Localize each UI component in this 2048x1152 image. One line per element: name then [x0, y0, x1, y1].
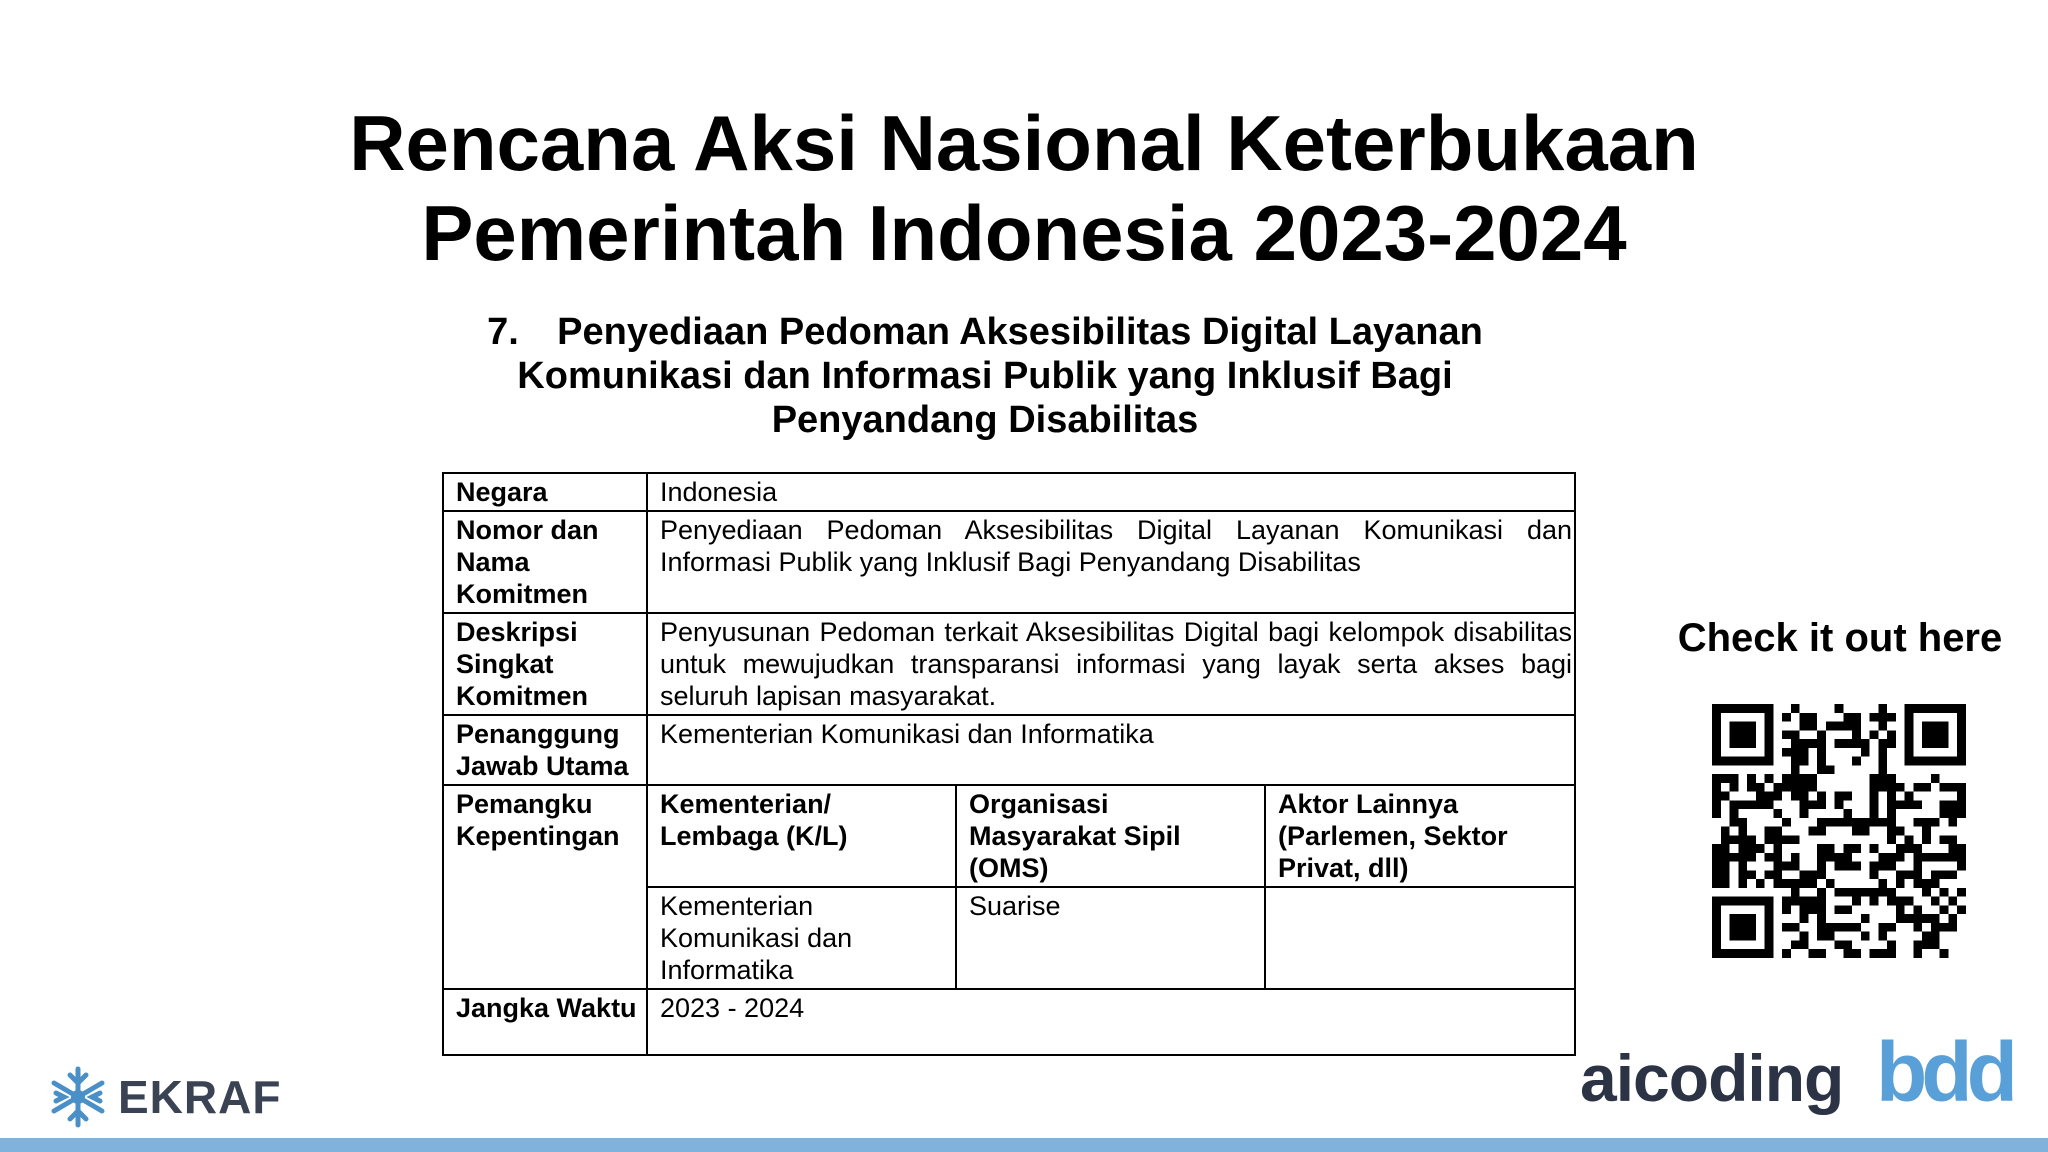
jangka-label: Jangka Waktu — [443, 989, 647, 1055]
slide-title — [0, 98, 2048, 278]
row-deskripsi — [443, 613, 1575, 715]
jangka-value: 2023 - 2024 — [647, 989, 1575, 1055]
bdd-logo: bdd — [1876, 1025, 2012, 1119]
penanggung-value: Kementerian Komunikasi dan Informatika — [647, 715, 1575, 785]
kl-value: Kementerian Komunikasi dan Informatika — [647, 887, 956, 989]
heading-line-1: Penyediaan Pedoman Aksesibilitas Digital Layanan — [557, 311, 1483, 353]
qr-title: Check it out here — [1677, 616, 2003, 660]
commitment-heading — [460, 310, 1510, 442]
ekraf-snowflake-icon — [46, 1065, 110, 1129]
ekraf-logo — [46, 1062, 281, 1132]
aktor-header: Aktor Lainnya (Parlemen, Sektor Privat, dll) — [1265, 785, 1575, 887]
negara-label: Negara — [443, 473, 647, 511]
kl-header: Kementerian/ Lembaga (K/L) — [647, 785, 956, 887]
deskripsi-label: Deskripsi Singkat Komitmen — [443, 613, 647, 715]
penanggung-label: Penanggung Jawab Utama — [443, 715, 647, 785]
title-line-2: Pemerintah Indonesia 2023-2024 — [421, 189, 1627, 277]
row-nomor — [443, 511, 1575, 613]
bottom-accent-bar — [0, 1138, 2048, 1152]
row-penanggung — [443, 715, 1575, 785]
oms-value: Suarise — [956, 887, 1265, 989]
aicoding-logo: aicoding — [1580, 1041, 1844, 1115]
heading-line-3: Penyandang Disabilitas — [771, 399, 1199, 441]
row-jangka — [443, 989, 1575, 1055]
title-line-1: Rencana Aksi Nasional Keterbukaan — [349, 99, 1699, 187]
deskripsi-value: Penyusunan Pedoman terkait Aksesibilitas Digital bagi kelompok disabilitas untuk mewujudkan transparansi informasi yang layak serta akses bagi seluruh lapisan masyarakat. — [647, 613, 1575, 715]
nomor-value: Penyediaan Pedoman Aksesibilitas Digital Layanan Komunikasi dan Informasi Publik yang Inklusif Bagi Penyandang Disabilitas — [647, 511, 1575, 613]
oms-header: Organisasi Masyarakat Sipil (OMS) — [956, 785, 1265, 887]
heading-line-2: Komunikasi dan Informasi Publik yang Inklusif Bagi — [517, 355, 1453, 397]
aktor-value — [1265, 887, 1575, 989]
row-pemangku-headers — [443, 785, 1575, 887]
ekraf-logo-text: EKRAF — [118, 1071, 282, 1123]
qr-code-icon[interactable] — [1712, 704, 1966, 958]
commitment-number: 7. — [487, 311, 519, 353]
negara-value: Indonesia — [647, 473, 1575, 511]
commitment-table — [442, 472, 1576, 1056]
row-negara — [443, 473, 1575, 511]
pemangku-label: Pemangku Kepentingan — [443, 785, 647, 989]
nomor-label: Nomor dan Nama Komitmen — [443, 511, 647, 613]
